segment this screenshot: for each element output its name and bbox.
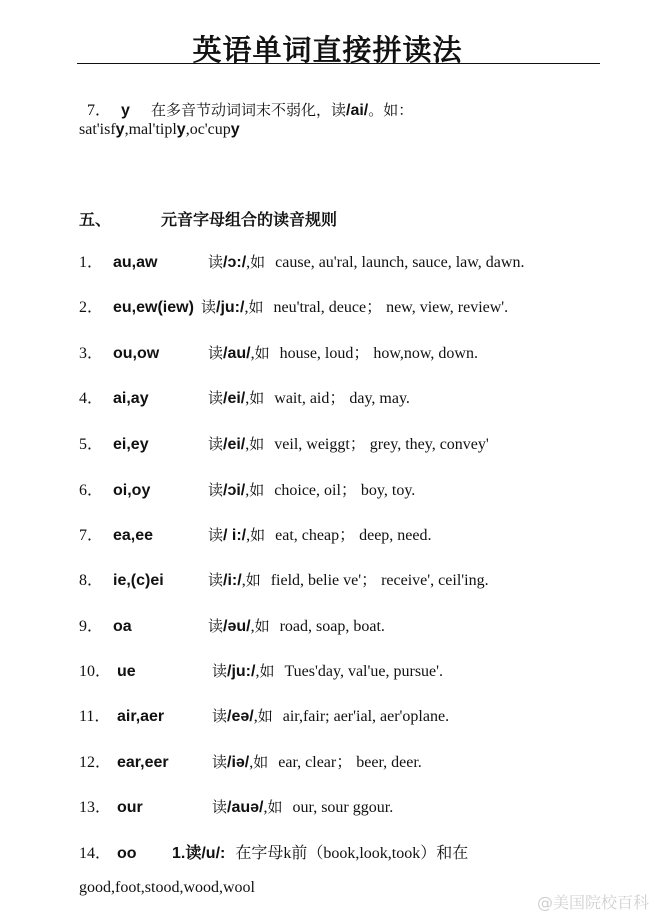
rule-row [79, 706, 449, 727]
such-as-label: 如 [245, 571, 261, 589]
section-title: 元音字母组合的读音规则 [161, 210, 338, 229]
such-as-label: 如 [249, 435, 265, 453]
rule-row [79, 480, 415, 501]
rule-number: 14． [79, 845, 112, 862]
rule-row [79, 434, 489, 455]
rule-examples: road, soap, boat. [279, 618, 385, 635]
rule-key: eu,ew(iew) [113, 299, 194, 316]
rule-ipa: /auə/ [227, 799, 264, 816]
such-as-label: 如 [254, 617, 270, 635]
rule-ipa: /eə/ [227, 708, 254, 725]
comma: , [246, 254, 251, 271]
such-as-label: 如 [249, 481, 265, 499]
section-heading [79, 207, 337, 230]
rule-row [79, 570, 489, 591]
rule-key: ai,ay [113, 390, 149, 407]
rule-key: oo [117, 845, 137, 862]
rule-key: au,aw [113, 254, 158, 271]
rule-row [79, 343, 478, 364]
rule-key: oa [113, 618, 132, 635]
rule-key: ou,ow [113, 345, 160, 362]
rule-ipa: /əu/ [223, 618, 251, 635]
rule-row [79, 525, 432, 546]
comma: , [263, 799, 268, 816]
read-label: 读 [212, 798, 228, 816]
rule-ipa: /ju:/ [227, 663, 256, 680]
read-label: 读 [208, 617, 224, 635]
example-bold: y [176, 121, 186, 138]
rule-examples: house, loud； how,now, down. [279, 345, 478, 362]
read-label: 读 [201, 298, 217, 316]
rule-number: 2． [79, 299, 104, 316]
rule-examples: choice, oil； boy, toy. [274, 482, 416, 499]
read-label: 读 [212, 662, 228, 680]
such-as-label: 如 [257, 707, 273, 725]
page-title: 英语单词直接拼读法 [192, 33, 463, 67]
rule-number: 4． [79, 390, 104, 407]
rule-examples: 在字母k前（book,look,took）和在 [235, 845, 469, 862]
example-bold: y [115, 121, 125, 138]
rule-examples: eat, cheap； deep, need. [275, 527, 432, 544]
rule-ipa: /ɔi/ [223, 482, 246, 499]
comma: , [255, 663, 260, 680]
rule-number: 6． [79, 482, 104, 499]
rule-number: 9． [79, 618, 104, 635]
example-part: ,mal'tipl [124, 121, 177, 138]
rule-key: ei,ey [113, 436, 149, 453]
rule-number: 10． [79, 663, 112, 680]
read-label: 读 [208, 344, 224, 362]
read-label: 读 [208, 571, 224, 589]
read-label: 读 [208, 481, 224, 499]
rule-examples: veil, weiggt； grey, they, convey' [274, 436, 489, 453]
example-part: ,oc'cup [185, 121, 231, 138]
continuation-line: good,foot,stood,wood,wool [79, 879, 255, 896]
comma: , [244, 299, 249, 316]
comma: , [253, 708, 258, 725]
rule-examples: cause, au'ral, launch, sauce, law, dawn. [275, 254, 525, 271]
rule-row [79, 797, 393, 818]
comma: , [245, 482, 250, 499]
rule-row [79, 616, 385, 637]
rule-key: air,aer [117, 708, 165, 725]
rule-number: 12． [79, 754, 112, 771]
rule-row [79, 752, 422, 773]
rule-ipa: /ei/ [223, 390, 246, 407]
such-as-label: 如 [267, 798, 283, 816]
rule-number: 11． [79, 708, 111, 725]
comma: , [245, 390, 250, 407]
such-as-label: 如 [249, 389, 265, 407]
rule-ipa: /i:/ [223, 572, 242, 589]
rule-ipa: /ei/ [223, 436, 246, 453]
rule-ipa: 1.读/u/: [172, 845, 226, 862]
rule-key: ea,ee [113, 527, 154, 544]
rule-key: oi,oy [113, 482, 151, 499]
watermark: @美国院校百科 [536, 893, 649, 912]
rule-number: 7． [87, 102, 112, 119]
rule-key: y [121, 102, 130, 119]
rule-row [79, 843, 468, 864]
rule-key: our [117, 799, 143, 816]
read-label: 读 [212, 707, 228, 725]
comma: , [246, 527, 251, 544]
rule-number: 1． [79, 254, 104, 271]
read-label: 读 [208, 389, 224, 407]
rule-number: 5． [79, 436, 104, 453]
rule-ipa: /ju:/ [216, 299, 245, 316]
rule-ipa: /iə/ [227, 754, 250, 771]
rule-examples: ear, clear； beer, deer. [278, 754, 422, 771]
section-number: 五、 [79, 210, 112, 229]
rule-examples: our, sour ggour. [292, 799, 394, 816]
read-label: 读 [208, 526, 224, 544]
comma: , [241, 572, 246, 589]
rule-key: ear,eer [117, 754, 169, 771]
such-as-label: 如 [259, 662, 275, 680]
rule-row [79, 388, 410, 409]
rule-key: ue [117, 663, 136, 680]
rule-number: 8． [79, 572, 104, 589]
rule-number: 13． [79, 799, 112, 816]
such-as-label: 如 [248, 298, 264, 316]
rule-examples: air,fair; aer'ial, aer'oplane. [282, 708, 450, 725]
rule-ipa: / i:/ [223, 527, 247, 544]
rule-number: 3． [79, 345, 104, 362]
comma: , [245, 436, 250, 453]
title-underline [77, 63, 600, 64]
comma: , [249, 754, 254, 771]
example-part: sat'isf [79, 121, 116, 138]
rule-ipa: /ai/ [346, 102, 369, 119]
rule-examples: field, belie ve'； receive', ceil'ing. [270, 572, 489, 589]
such-as-label: 如 [253, 753, 269, 771]
such-as-label: 如 [250, 526, 266, 544]
intro-rule-line [79, 80, 413, 121]
such-as-label: 如 [250, 253, 266, 271]
rule-row [79, 297, 508, 318]
rule-examples: wait, aid； day, may. [274, 390, 410, 407]
comma: , [250, 618, 255, 635]
read-label: 读 [212, 753, 228, 771]
such-as-label: 如 [254, 344, 270, 362]
rule-key: ie,(c)ei [113, 572, 164, 589]
rule-examples: neu'tral, deuce； new, view, review'. [273, 299, 509, 316]
intro-examples [79, 120, 240, 140]
rule-number: 7． [79, 527, 104, 544]
rule-description-end: 。如： [368, 101, 414, 119]
rule-ipa: /au/ [223, 345, 251, 362]
read-label: 读 [208, 253, 224, 271]
rule-row [79, 661, 443, 682]
rule-row [79, 252, 524, 273]
rule-description: 在多音节动词词末不弱化，读 [151, 101, 347, 119]
comma: , [250, 345, 255, 362]
rule-ipa: /ɔ:/ [223, 254, 247, 271]
rule-examples: Tues'day, val'ue, pursue'. [284, 663, 444, 680]
example-bold: y [230, 121, 240, 138]
read-label: 读 [208, 435, 224, 453]
